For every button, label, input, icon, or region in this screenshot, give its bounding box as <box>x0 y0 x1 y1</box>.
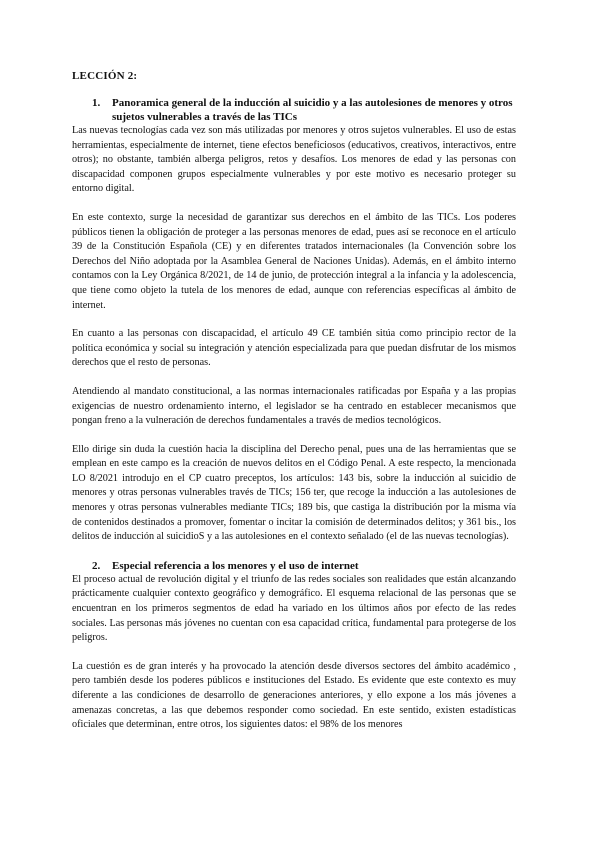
paragraph: Las nuevas tecnologías cada vez son más utilizadas por menores y otros sujetos vulnerables. El uso de estas herramientas, especialmente de internet, tiene efectos beneficiosos (educativos, creativos, interactivos, entre otros); no obstante, también alberga peligros, retos y desafíos. Los menores de edad y las personas con discapacidad componen grupos especialmente vulnerables y por este motivo es necesario proteger su entorno digital. <box>72 125 516 195</box>
section-heading-1 <box>72 96 516 124</box>
section-heading-2 <box>72 559 516 573</box>
section-title: Especial referencia a los menores y el uso de internet <box>112 559 359 572</box>
section-number: 2. <box>92 559 101 572</box>
paragraph: Ello dirige sin duda la cuestión hacia la disciplina del Derecho penal, pues una de las herramientas que se emplean en este campo es la creación de nuevos delitos en el Código Penal. A este respecto, la mencionada LO 8/2021 introdujo en el CP cuatro preceptos, los artículos: 143 bis, sobre la inducción al suicidio de menores y otras personas vulnerables través de TICs; 156 ter, que recoge la inducción a las autolesiones de menores y otras personas vulnerables mediante TICs; 189 bis, que castiga la distribución por la misma vía de contenidos destinados a promover, fomentar o incitar la comisión de determinados delitos; y 361 bis., los delitos de inducción al suicidioS y a las autolesiones en el contexto señalado (el de las nuevas tecnologías). <box>72 443 516 543</box>
section-number: 1. <box>92 97 101 109</box>
paragraph: En este contexto, surge la necesidad de garantizar sus derechos en el ámbito de las TICs. Los poderes públicos tienen la obligación de proteger a las personas menores de edad, pues así se reconoce en el artículo 39 de la Constitución Española (CE) y en diferentes tratados internacionales (la Convención sobre los Derechos del Niño adoptada por la Asamblea General de Naciones Unidas). Además, en el ámbito interno contamos con la Ley Orgánica 8/2021, de 14 de junio, de protección integral a la infancia y la adolescencia, que tiene como objeto la tutela de los menores de edad, aunque con referencias específicas al ámbito de internet. <box>72 211 516 311</box>
paragraph: En cuanto a las personas con discapacidad, el artículo 49 CE también sitúa como principio rector de la política económica y social su integración y atención especializada para que puedan disfrutar de los mismos derechos que el resto de personas. <box>72 328 516 369</box>
paragraph: Atendiendo al mandato constitucional, a las normas internacionales ratificadas por España y a las propias exigencias de nuestro ordenamiento interno, el legislador se ha centrado en establecer mecanismos que pongan freno a la vulneración de derechos fundamentales a través de medios tecnológicos. <box>72 385 516 427</box>
paragraph: La cuestión es de gran interés y ha provocado la atención desde diversos sectores del ámbito académico , pero también desde los poderes públicos e instituciones del Estado. Es evidente que este contexto es muy diferente a las condiciones de desarrollo de generaciones anteriores, y ello expone a los más jóvenes a amenazas concretas, a las que debemos responder como sociedad. En este sentido, existen estadísticas oficiales que determinan, entre otros, los siguientes datos: el 98% de los menores <box>72 660 516 731</box>
section-title: Panoramica general de la inducción al suicidio y a las autolesiones de menores y otros sujetos vulnerables a través de las TICs <box>112 97 513 123</box>
lesson-title: LECCIÓN 2: <box>72 70 138 82</box>
paragraph: El proceso actual de revolución digital y el triunfo de las redes sociales son realidades que están alcanzando prácticamente cualquier contexto geográfico y demográfico. El esquema relacional de las personas que se encuentran en los primeros segmentos de edad ha variado en los últimos años por efecto de las redes sociales. Las personas más jóvenes no cuentan con esa capacidad crítica, fundamental para protegerse de los peligros. <box>72 573 516 644</box>
